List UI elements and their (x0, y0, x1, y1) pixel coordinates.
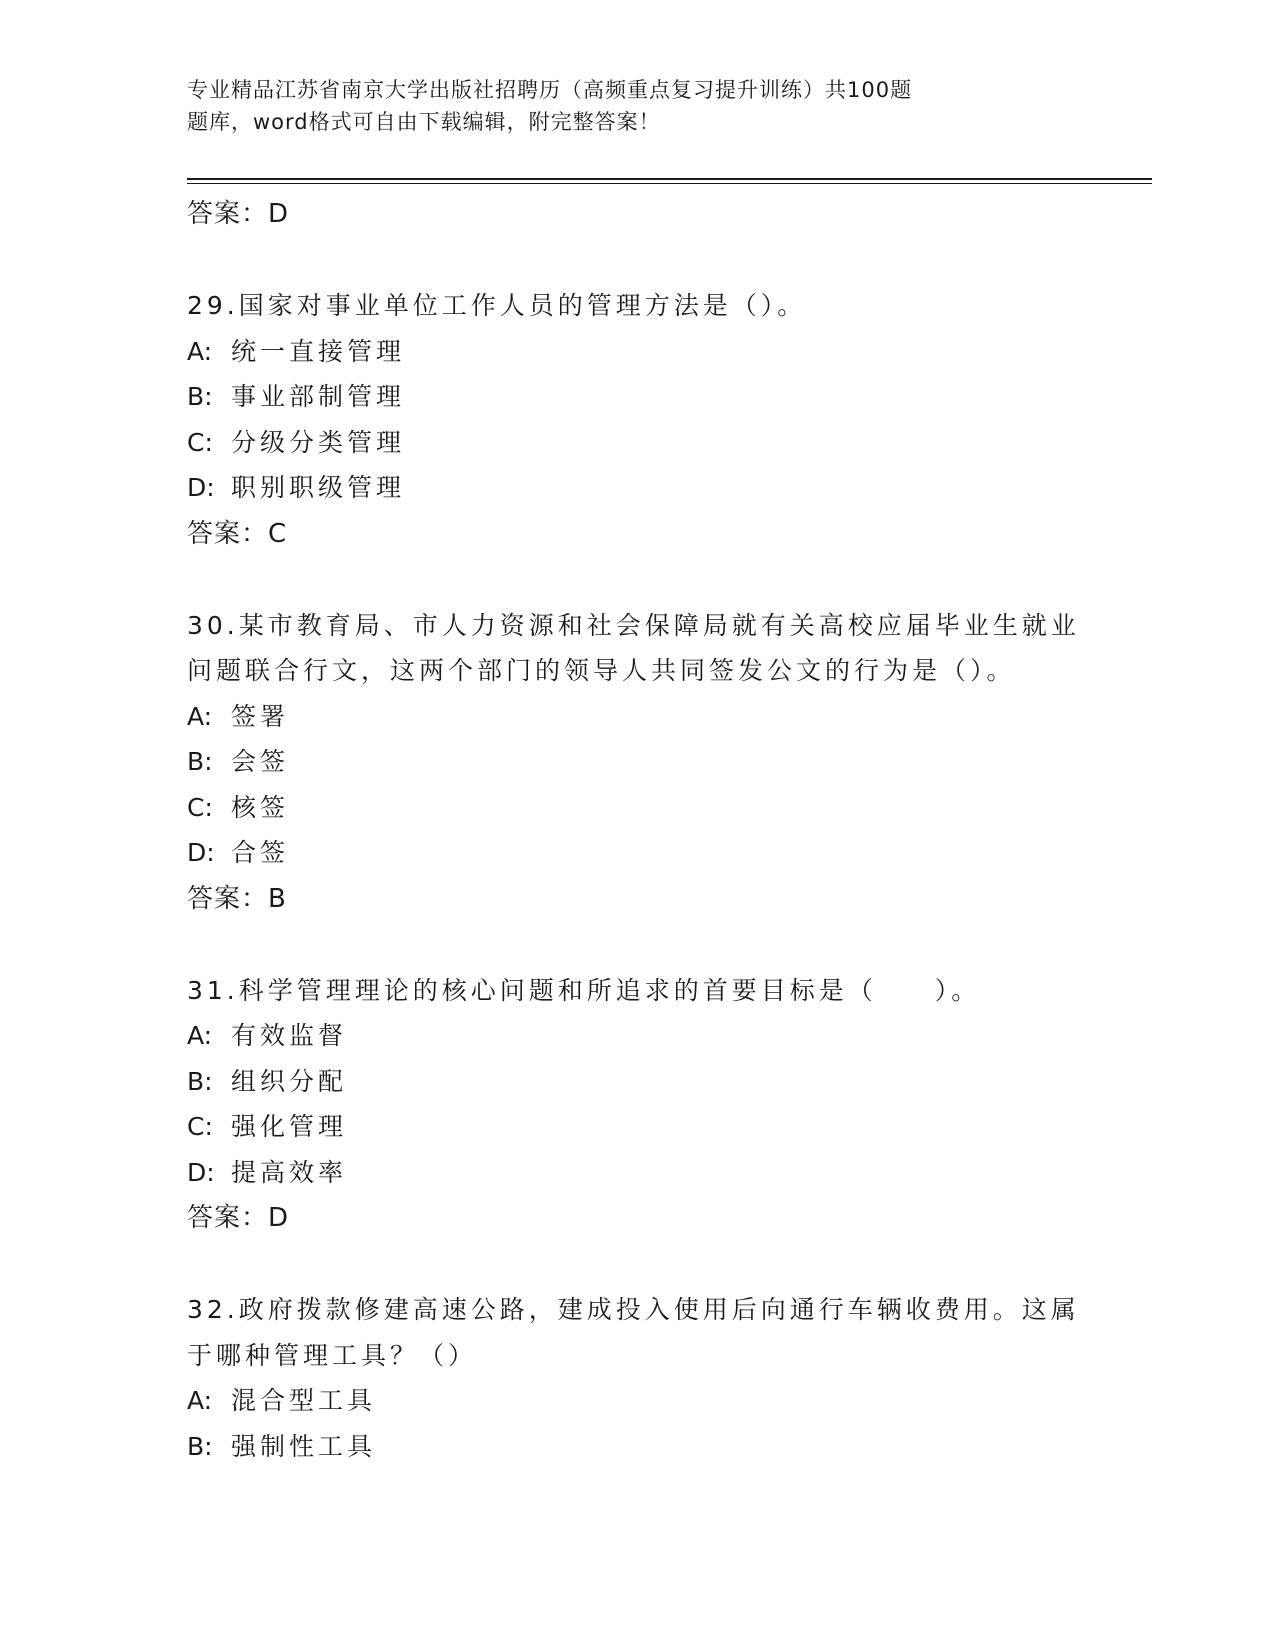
option-c (187, 420, 1087, 466)
option-text: 提高效率 (231, 1157, 348, 1187)
header-divider-thick (187, 178, 1152, 180)
option-key: D: (187, 473, 215, 502)
page-header (187, 74, 1017, 138)
option-text: 分级分类管理 (231, 427, 406, 457)
question-text: 29.国家对事业单位工作人员的管理方法是（）。 (187, 291, 807, 320)
answer-q28: 答案：D (187, 199, 290, 229)
option-text: 组织分配 (231, 1066, 348, 1096)
answer-q29: 答案：C (187, 518, 288, 549)
option-key: A: (187, 701, 213, 731)
option-b (187, 1424, 1087, 1470)
option-text: 混合型工具 (231, 1386, 377, 1415)
option-key: B: (187, 747, 213, 776)
option-a (187, 694, 1087, 740)
spacer (187, 557, 1087, 603)
answer-q30: 答案：B (187, 883, 287, 914)
option-key: C: (187, 792, 213, 822)
option-b (187, 1059, 1087, 1105)
question-text: 31.科学管理理论的核心问题和所追求的首要目标是（ ）。 (187, 975, 981, 1005)
option-text: 有效监督 (231, 1021, 348, 1050)
question-list (187, 191, 1087, 1469)
option-a (187, 1378, 1087, 1424)
option-key: A: (187, 1386, 213, 1415)
header-title-line-1: 专业精品江苏省南京大学出版社招聘历（高频重点复习提升训练）共100题 (187, 78, 913, 102)
option-d (187, 465, 1087, 511)
question-text: 30.某市教育局、市人力资源和社会保障局就有关高校应届毕业生就业问题联合行文，这两个部门的领导人共同签发公文的行为是（）。 (187, 610, 1080, 685)
question-block-31 (187, 968, 1087, 1242)
option-c (187, 1104, 1087, 1150)
question-block-32 (187, 1287, 1087, 1469)
option-b (187, 374, 1087, 420)
option-key: D: (187, 1157, 215, 1187)
question-block-30 (187, 603, 1087, 922)
option-key: D: (187, 838, 215, 867)
option-key: C: (187, 427, 213, 457)
option-text: 强制性工具 (231, 1431, 377, 1461)
option-text: 职别职级管理 (231, 473, 406, 502)
option-key: A: (187, 336, 213, 366)
option-text: 合签 (231, 838, 290, 867)
option-text: 会签 (231, 747, 290, 776)
option-d (187, 1150, 1087, 1196)
option-text: 强化管理 (231, 1112, 348, 1141)
question-text: 32.政府拨款修建高速公路，建成投入使用后向通行车辆收费用。这属于哪种管理工具？（） (187, 1295, 1080, 1370)
option-key: B: (187, 1431, 213, 1461)
header-divider-thin (187, 183, 1152, 184)
question-block-29 (187, 283, 1087, 557)
option-text: 统一直接管理 (231, 336, 406, 366)
option-c (187, 785, 1087, 831)
option-key: B: (187, 382, 213, 411)
header-title-line-2: 题库，word格式可自由下载编辑，附完整答案！ (187, 110, 661, 134)
spacer (187, 922, 1087, 968)
option-key: A: (187, 1021, 213, 1050)
answer-q31: 答案：D (187, 1203, 290, 1233)
option-d (187, 830, 1087, 876)
option-key: B: (187, 1066, 213, 1096)
option-b (187, 739, 1087, 785)
option-text: 签署 (231, 701, 290, 731)
spacer (187, 1241, 1087, 1287)
option-a (187, 1013, 1087, 1059)
spacer (187, 237, 1087, 283)
option-key: C: (187, 1112, 213, 1141)
option-text: 核签 (231, 792, 290, 822)
option-text: 事业部制管理 (231, 382, 406, 411)
option-a (187, 329, 1087, 375)
